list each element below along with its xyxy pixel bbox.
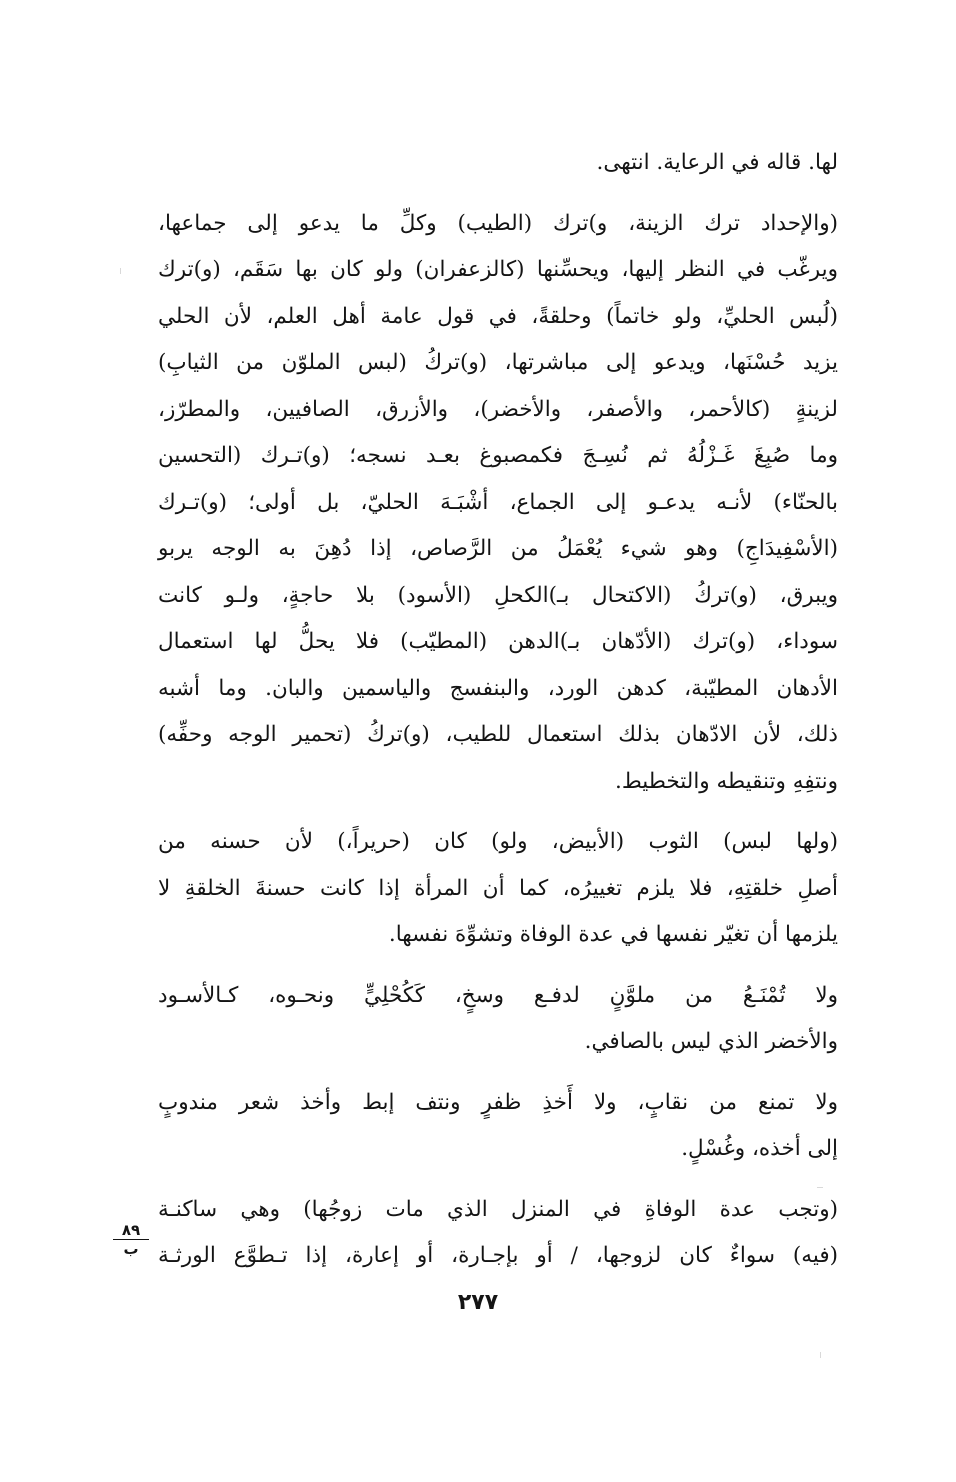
text-line: ولا تُمْنَـعُ من ملوَّنٍ لدفـع وسخٍ، كَكُحْلِيٍّ ونحـوه، كـالأسـود [158, 982, 838, 1008]
text-line: ويبرق، (و)تركُ (الاكتحال بـ)الكحلِ (الأسود) بلا حاجةٍ، ولـو كانت [158, 582, 838, 608]
scan-speck [820, 1352, 821, 1358]
text-line: بالحنّاء) لأنـه يدعـو إلى الجماع، أشْبَـهَ الحليّ، بل أولى؛ (و)تـرك [158, 489, 838, 515]
text-line: وما صُبِغَ غَـزْلُهُ ثم نُسِـجَ فكمصبوغ بعـد نسجه؛ (و)تـرك (التحسين [158, 443, 838, 468]
text-line: يزيد حُسْنَها، ويدعو إلى مباشرتها، (و)تركُ (لبس الملوّن من الثيابِ) [158, 350, 838, 375]
scan-speck [817, 1187, 823, 1188]
text-line: أصلِ خلقتِهِ، فلا يلزم تغييرُه، كما أن المرأة إذا كانت حسنةَ الخلقةِ لا [158, 875, 838, 901]
folio-side: ب [123, 1240, 139, 1258]
text-line: سوداء، (و)ترك (الأدّهان بـ)الدهن (المطيّب) فلا يحلُّ لها استعمال [158, 629, 838, 654]
paragraph-gap [158, 1173, 838, 1187]
text-line: يلزمها أن تغيّر نفسها في عدة الوفاة وتشوِّهَ نفسها. [388, 922, 838, 947]
text-line: الأدهان المطيّبة، كدهن الورد، والبنفسج والياسمين والبان. وما أشبه [158, 675, 838, 701]
text-line: ولا تمنع من نقابٍ، ولا أَخذِ ظفرٍ ونتف إبط وأخذ شعر مندوبٍ [158, 1089, 838, 1115]
text-line: (الأسْفِيدَاجِ) وهو شيء يُعْمَلُ من الرَّصاص، إذا دُهِنَ به الوجه يربو [158, 536, 838, 561]
text-line: ويرغّب في النظر إليها، ويحسِّنها (كالزعفران) ولو كان بها سَقَم، (و)ترك [158, 257, 838, 282]
paragraph-gap [158, 1066, 838, 1080]
paragraph-gap [158, 959, 838, 973]
text-line: (والإحداد ترك الزينة، و)ترك (الطيب) وكلِّ ما يدعو إلى جماعها، [158, 210, 838, 236]
folio-number: ٨٩ [113, 1222, 149, 1240]
text-line: (فيه) سواءٌ كان لزوجها، / أو بإجـارة، أو إعارة، إذا تـطوَّع الورثـة [158, 1243, 838, 1268]
manuscript-folio-marker [113, 1222, 149, 1257]
paragraph-gap [158, 187, 838, 201]
text-line: إلى أخذه، وغُسْلٍ. [681, 1136, 838, 1161]
text-line: والأخضر الذي ليس بالصافي. [584, 1029, 838, 1054]
paragraph-gap [158, 805, 838, 819]
text-line: (ولها لبس) الثوب (الأبيض، ولو) كان (حريراً،) لأن حسنه من [158, 829, 838, 854]
text-line: لزينةٍ (كالأحمر، والأصفر، والأخضر)، والأزرق، الصافيين، والمطرّز، [158, 396, 838, 422]
text-line: ذلك، لأن الادّهان بذلك استعمال للطيب، (و)تركُ (تحمير الوجه وحفِّه) [158, 722, 838, 747]
page-number: ٢٧٧ [457, 1290, 499, 1315]
text-line: (لُبس الحليِّ، ولو خاتماً) وحلقةً، في قول عامة أهل العلم، لأن الحلي [158, 303, 838, 329]
text-line: لها. قاله في الرعاية. انتهى. [596, 150, 838, 175]
scan-speck [120, 268, 121, 274]
page-body-text [158, 140, 838, 1280]
text-line: ونتفِهِ وتنقيطه والتخطيط. [615, 768, 838, 794]
text-line: (وتجب عدة الوفاةِ في المنزل الذي مات زوجُها) وهي ساكنـة [158, 1196, 838, 1222]
